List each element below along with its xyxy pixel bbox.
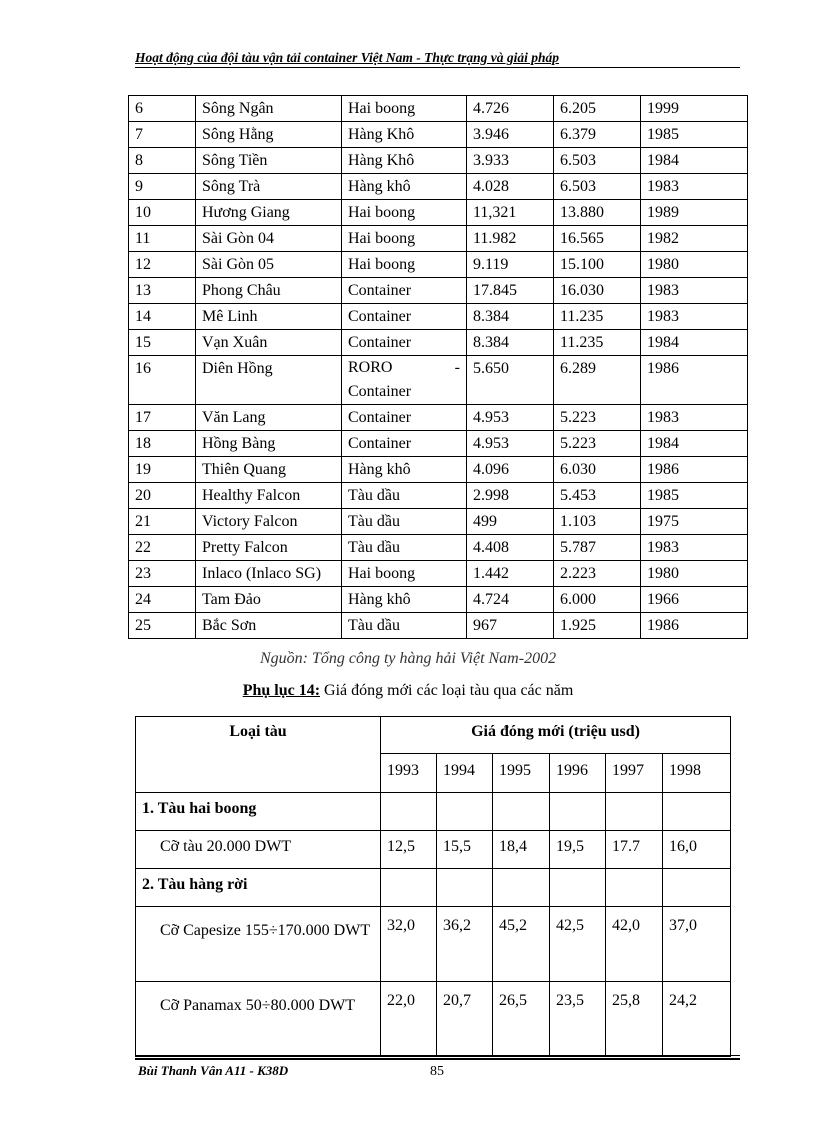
fleet-cell-value-b: 6.503 — [554, 174, 641, 200]
fleet-cell-name: Sài Gòn 05 — [196, 252, 342, 278]
price-value: 32,0 — [381, 907, 437, 982]
fleet-cell-value-b: 5.223 — [554, 431, 641, 457]
category-label: 2. Tàu hàng rời — [136, 869, 381, 907]
fleet-cell-year: 1983 — [641, 174, 748, 200]
price-value: 15,5 — [437, 831, 493, 869]
category-label: 1. Tàu hai boong — [136, 793, 381, 831]
fleet-cell-type — [342, 356, 467, 405]
fleet-cell-value-b: 1.103 — [554, 509, 641, 535]
fleet-row — [129, 122, 748, 148]
fleet-cell-year: 1983 — [641, 405, 748, 431]
page-header: Hoạt động của đội tàu vận tải container Việt Nam - Thực trạng và giải pháp — [135, 50, 559, 65]
fleet-row — [129, 431, 748, 457]
year-header: 1995 — [493, 754, 550, 793]
fleet-cell-year: 1989 — [641, 200, 748, 226]
fleet-cell-year: 1982 — [641, 226, 748, 252]
fleet-cell-value-b: 5.223 — [554, 405, 641, 431]
fleet-cell-value-a: 3.946 — [467, 122, 554, 148]
category-row — [136, 869, 731, 907]
fleet-cell-no: 20 — [129, 483, 196, 509]
fleet-cell-value-a: 3.933 — [467, 148, 554, 174]
fleet-cell-year: 1983 — [641, 535, 748, 561]
fleet-cell-name: Victory Falcon — [196, 509, 342, 535]
fleet-cell-value-a: 8.384 — [467, 304, 554, 330]
fleet-cell-type: Tàu dầu — [342, 613, 467, 639]
price-value: 37,0 — [663, 907, 731, 982]
fleet-cell-no: 18 — [129, 431, 196, 457]
fleet-cell-value-a: 4.408 — [467, 535, 554, 561]
fleet-cell-name: Mê Linh — [196, 304, 342, 330]
fleet-row — [129, 405, 748, 431]
fleet-cell-value-b: 16.565 — [554, 226, 641, 252]
fleet-cell-value-b: 11.235 — [554, 330, 641, 356]
fleet-cell-no: 15 — [129, 330, 196, 356]
fleet-cell-no: 11 — [129, 226, 196, 252]
fleet-cell-value-b: 6.379 — [554, 122, 641, 148]
fleet-cell-value-a: 4.953 — [467, 405, 554, 431]
fleet-cell-year: 1986 — [641, 457, 748, 483]
empty-cell — [381, 793, 437, 831]
fleet-cell-name: Vạn Xuân — [196, 330, 342, 356]
fleet-cell-type: Tàu dầu — [342, 483, 467, 509]
fleet-cell-value-b: 6.503 — [554, 148, 641, 174]
fleet-cell-value-b: 6.030 — [554, 457, 641, 483]
fleet-row — [129, 587, 748, 613]
fleet-cell-type: Container — [342, 304, 467, 330]
fleet-row — [129, 304, 748, 330]
fleet-row — [129, 174, 748, 200]
fleet-cell-no: 13 — [129, 278, 196, 304]
appendix-text: Giá đóng mới các loại tàu qua các năm — [324, 682, 574, 699]
col-header-ship-type: Loại tàu — [136, 717, 381, 793]
price-table — [135, 716, 731, 1057]
fleet-cell-type: Hàng Khô — [342, 122, 467, 148]
fleet-cell-no: 23 — [129, 561, 196, 587]
fleet-cell-no: 14 — [129, 304, 196, 330]
price-value: 25,8 — [606, 982, 663, 1057]
fleet-cell-value-a: 11.982 — [467, 226, 554, 252]
fleet-cell-year: 1966 — [641, 587, 748, 613]
year-header: 1997 — [606, 754, 663, 793]
fleet-cell-name: Bắc Sơn — [196, 613, 342, 639]
col-header-price: Giá đóng mới (triệu usd) — [381, 717, 731, 754]
fleet-row — [129, 483, 748, 509]
fleet-row — [129, 613, 748, 639]
fleet-row — [129, 200, 748, 226]
fleet-cell-value-a: 2.998 — [467, 483, 554, 509]
fleet-cell-no: 9 — [129, 174, 196, 200]
price-value: 45,2 — [493, 907, 550, 982]
fleet-cell-type-line1: RORO — [348, 359, 393, 376]
price-header-row — [136, 717, 731, 754]
fleet-row — [129, 278, 748, 304]
empty-cell — [606, 793, 663, 831]
fleet-cell-type: Container — [342, 278, 467, 304]
fleet-cell-name: Sông Ngân — [196, 96, 342, 122]
fleet-cell-value-b: 13.880 — [554, 200, 641, 226]
fleet-cell-type: Tàu dầu — [342, 535, 467, 561]
empty-cell — [550, 793, 606, 831]
fleet-cell-type: Hàng khô — [342, 587, 467, 613]
fleet-cell-no: 25 — [129, 613, 196, 639]
fleet-cell-name: Healthy Falcon — [196, 483, 342, 509]
year-header: 1998 — [663, 754, 731, 793]
fleet-row — [129, 356, 748, 405]
footer-author: Bùi Thanh Vân A11 - K38D — [138, 1063, 289, 1078]
fleet-cell-no: 16 — [129, 356, 196, 405]
fleet-cell-type: Hàng Khô — [342, 148, 467, 174]
fleet-cell-name: Sông Tiền — [196, 148, 342, 174]
appendix-label: Phụ lục 14: — [242, 682, 321, 699]
fleet-cell-type: Hàng khô — [342, 174, 467, 200]
category-row — [136, 793, 731, 831]
fleet-cell-year: 1999 — [641, 96, 748, 122]
fleet-cell-value-a: 8.384 — [467, 330, 554, 356]
fleet-cell-name: Hương Giang — [196, 200, 342, 226]
fleet-cell-type: Container — [342, 405, 467, 431]
fleet-cell-name: Thiên Quang — [196, 457, 342, 483]
fleet-cell-type: Hai boong — [342, 226, 467, 252]
empty-cell — [663, 793, 731, 831]
price-value: 24,2 — [663, 982, 731, 1057]
footer-divider-thick — [135, 1058, 740, 1060]
fleet-cell-type: Container — [342, 431, 467, 457]
fleet-cell-name: Sài Gòn 04 — [196, 226, 342, 252]
price-value: 18,4 — [493, 831, 550, 869]
fleet-cell-no: 6 — [129, 96, 196, 122]
fleet-cell-value-b: 6.000 — [554, 587, 641, 613]
fleet-cell-value-a: 4.096 — [467, 457, 554, 483]
fleet-cell-no: 22 — [129, 535, 196, 561]
fleet-cell-year: 1984 — [641, 330, 748, 356]
fleet-row — [129, 535, 748, 561]
fleet-cell-name: Văn Lang — [196, 405, 342, 431]
price-value: 42,5 — [550, 907, 606, 982]
fleet-cell-value-a: 17.845 — [467, 278, 554, 304]
fleet-cell-type: Hai boong — [342, 96, 467, 122]
empty-cell — [550, 869, 606, 907]
empty-cell — [493, 793, 550, 831]
fleet-cell-value-b: 5.453 — [554, 483, 641, 509]
fleet-cell-value-a: 9.119 — [467, 252, 554, 278]
fleet-cell-type: Hai boong — [342, 200, 467, 226]
fleet-cell-type: Hai boong — [342, 561, 467, 587]
fleet-cell-value-b: 15.100 — [554, 252, 641, 278]
fleet-cell-value-b: 6.205 — [554, 96, 641, 122]
fleet-row — [129, 509, 748, 535]
fleet-cell-value-a: 4.724 — [467, 587, 554, 613]
fleet-cell-year: 1986 — [641, 613, 748, 639]
fleet-cell-no: 10 — [129, 200, 196, 226]
fleet-row — [129, 561, 748, 587]
fleet-cell-value-a: 11,321 — [467, 200, 554, 226]
fleet-cell-type: Tàu dầu — [342, 509, 467, 535]
price-value: 36,2 — [437, 907, 493, 982]
price-value: 42,0 — [606, 907, 663, 982]
price-item-row — [136, 831, 731, 869]
fleet-row — [129, 457, 748, 483]
fleet-cell-year: 1980 — [641, 561, 748, 587]
price-value: 26,5 — [493, 982, 550, 1057]
item-label: Cỡ Panamax 50÷80.000 DWT — [136, 982, 381, 1057]
item-label: Cỡ Capesize 155÷170.000 DWT — [136, 907, 381, 982]
fleet-cell-value-b: 11.235 — [554, 304, 641, 330]
fleet-row — [129, 252, 748, 278]
empty-cell — [381, 869, 437, 907]
item-label: Cỡ tàu 20.000 DWT — [136, 831, 381, 869]
fleet-cell-no: 21 — [129, 509, 196, 535]
fleet-cell-dash: - — [454, 359, 460, 376]
fleet-cell-value-a: 1.442 — [467, 561, 554, 587]
fleet-cell-value-b: 2.223 — [554, 561, 641, 587]
fleet-cell-year: 1985 — [641, 483, 748, 509]
fleet-cell-name: Inlaco (Inlaco SG) — [196, 561, 342, 587]
fleet-cell-name: Diên Hồng — [196, 356, 342, 405]
fleet-cell-name: Tam Đảo — [196, 587, 342, 613]
fleet-cell-name: Sông Hằng — [196, 122, 342, 148]
fleet-cell-name: Sông Trà — [196, 174, 342, 200]
fleet-cell-value-b: 16.030 — [554, 278, 641, 304]
fleet-cell-value-b: 1.925 — [554, 613, 641, 639]
fleet-cell-no: 7 — [129, 122, 196, 148]
price-value: 17.7 — [606, 831, 663, 869]
fleet-cell-year: 1984 — [641, 431, 748, 457]
header-divider — [135, 67, 740, 68]
fleet-cell-type: Hai boong — [342, 252, 467, 278]
fleet-cell-value-a: 4.953 — [467, 431, 554, 457]
price-value: 12,5 — [381, 831, 437, 869]
fleet-cell-year: 1980 — [641, 252, 748, 278]
fleet-row — [129, 226, 748, 252]
appendix-title — [0, 682, 816, 700]
fleet-cell-value-b: 6.289 — [554, 356, 641, 405]
footer-divider-thin — [135, 1055, 740, 1056]
fleet-cell-value-a: 4.726 — [467, 96, 554, 122]
fleet-cell-name: Pretty Falcon — [196, 535, 342, 561]
fleet-cell-year: 1975 — [641, 509, 748, 535]
fleet-cell-year: 1984 — [641, 148, 748, 174]
fleet-cell-year: 1983 — [641, 278, 748, 304]
price-item-row — [136, 982, 731, 1057]
year-header: 1994 — [437, 754, 493, 793]
fleet-cell-name: Phong Châu — [196, 278, 342, 304]
fleet-row — [129, 330, 748, 356]
price-value: 22,0 — [381, 982, 437, 1057]
fleet-row — [129, 148, 748, 174]
empty-cell — [606, 869, 663, 907]
fleet-row — [129, 96, 748, 122]
fleet-table — [128, 95, 748, 639]
year-header: 1996 — [550, 754, 606, 793]
fleet-cell-type: Hàng khô — [342, 457, 467, 483]
empty-cell — [493, 869, 550, 907]
fleet-cell-type: Container — [342, 330, 467, 356]
price-value: 19,5 — [550, 831, 606, 869]
fleet-cell-value-a: 5.650 — [467, 356, 554, 405]
empty-cell — [437, 869, 493, 907]
fleet-cell-year: 1983 — [641, 304, 748, 330]
fleet-cell-value-a: 499 — [467, 509, 554, 535]
year-header: 1993 — [381, 754, 437, 793]
price-value: 16,0 — [663, 831, 731, 869]
fleet-cell-no: 19 — [129, 457, 196, 483]
price-value: 20,7 — [437, 982, 493, 1057]
fleet-cell-value-a: 4.028 — [467, 174, 554, 200]
fleet-cell-year: 1986 — [641, 356, 748, 405]
fleet-cell-no: 8 — [129, 148, 196, 174]
fleet-cell-type-line2: Container — [348, 383, 412, 400]
fleet-cell-no: 17 — [129, 405, 196, 431]
fleet-cell-value-a: 967 — [467, 613, 554, 639]
empty-cell — [663, 869, 731, 907]
price-item-row — [136, 907, 731, 982]
source-note: Nguồn: Tổng công ty hàng hải Việt Nam-2002 — [259, 650, 557, 667]
fleet-cell-name: Hồng Bàng — [196, 431, 342, 457]
page-number: 85 — [430, 1064, 444, 1079]
fleet-cell-no: 12 — [129, 252, 196, 278]
empty-cell — [437, 793, 493, 831]
fleet-cell-year: 1985 — [641, 122, 748, 148]
fleet-cell-value-b: 5.787 — [554, 535, 641, 561]
fleet-cell-no: 24 — [129, 587, 196, 613]
price-value: 23,5 — [550, 982, 606, 1057]
